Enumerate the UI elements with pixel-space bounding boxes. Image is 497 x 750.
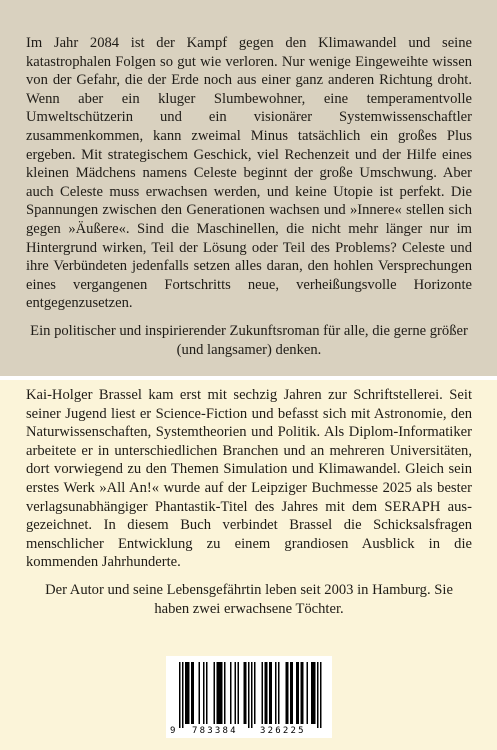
barcode-bar: [182, 662, 184, 728]
barcode-bar: [245, 662, 247, 724]
barcode-bar: [230, 662, 232, 724]
barcode-bar: [296, 662, 298, 724]
barcode-bar: [251, 662, 253, 728]
barcode-bar: [301, 662, 303, 724]
barcode-bar: [262, 662, 264, 724]
barcode-bar: [314, 662, 316, 724]
barcode-bar: [221, 662, 223, 724]
barcode-bar: [224, 662, 226, 724]
author-bio: [26, 386, 472, 618]
barcode-bar: [188, 662, 190, 724]
barcode-bar: [298, 662, 300, 724]
barcode-bar: [320, 662, 322, 728]
barcode-bar: [191, 662, 193, 724]
barcode-digits-left: 783384: [192, 726, 238, 736]
barcode-bar: [203, 662, 205, 724]
barcode-digit-lead: 9: [170, 726, 176, 736]
barcode-bar: [206, 662, 208, 724]
barcode-bar: [214, 662, 216, 724]
barcode-digits-right: 326225: [260, 726, 306, 736]
barcode-bar: [193, 662, 195, 724]
barcode-bar: [302, 662, 304, 724]
barcode-bar: [185, 662, 187, 724]
barcode-bar: [179, 662, 181, 728]
barcode-bar: [313, 662, 315, 724]
barcode-bar: [317, 662, 319, 728]
barcode-bars: [166, 656, 332, 738]
barcode-bar: [254, 662, 256, 724]
barcode-bar: [266, 662, 268, 724]
barcode-bar: [244, 662, 246, 724]
barcode-bar: [278, 662, 280, 724]
author-paragraph-1: Kai-Holger Brassel kam erst mit sechzig Jahren zur Schriftstellerei. Seit seiner Jugend liest er Science-Fiction und befasst sich mit Astronomie, den Naturwissenschaften, Systemtheorien und Politik. Als Diplom-Informatiker arbeitete er in unterschiedlichen Branchen und an mehreren Universitäten, dort vorwiegend zu den Themen Simulation und Klimawandel. Gleich sein erstes Werk »All An!« wurde auf der Leipziger Buchmesse 2025 als bester verlagsunabhängiger Phantastik-Titel des Jahres mit dem SERAPH ausgezeichnet. In diesem Buch verbindet Brassel die Schicksalsfragen menschlicher Entwicklung zu einem grandiosen Ausblick in die kommenden Jahrhunderte.: [26, 387, 472, 571]
barcode-bar: [307, 662, 309, 724]
barcode-bar: [187, 662, 189, 724]
barcode-bar: [199, 662, 201, 724]
barcode-bar: [290, 662, 292, 724]
isbn-barcode: [166, 656, 332, 738]
barcode-bar: [238, 662, 240, 724]
author-paragraph-2: Der Autor und seine Lebensgefährtin leben seit 2003 in Hamburg. Sie haben zwei erwachsene Töchter.: [45, 581, 453, 617]
blurb-text: [26, 34, 472, 359]
barcode-bar: [286, 662, 288, 724]
barcode-bar: [220, 662, 222, 724]
barcode-bar: [269, 662, 271, 724]
barcode-bar: [235, 662, 237, 724]
barcode-bar: [287, 662, 289, 724]
blurb-paragraph-2: Ein politischer und inspirierender Zukunftsroman für alle, die gerne größer (und langsamer) denken.: [30, 322, 468, 358]
blurb-paragraph-1: Im Jahr 2084 ist der Kampf gegen den Klimawandel und seine katastrophalen Folgen so gut wie verloren. Nur wenige Eingeweihte wissen von der Gefahr, die der Erde noch aus einer ganz anderen Richtung droht. Wenn aber ein kluger Slumbewohner, eine temperamentvolle Umweltschützerin und ein visionärer Systemwissenschaftler zusammenkommen, kann zweimal Minus tatsächlich ein großes Plus ergeben. Mit strategischem Geschick, viel Rechenzeit und der Hilfe eines kleinen Mädchens namens Celeste beginnt der große Umschwung. Aber auch Celeste muss erwachsen werden, und keine Utopie ist perfekt. Die Spannungen zwischen den Generationen wachsen und »Innere« stellen sich gegen »Äußere«. Sind die Maschinellen, die nicht mehr länger nur im Hintergrund wirken, Teil der Lösung oder Teil des Problems? Celeste und ihre Verbündeten jedenfalls setzen alles daran, den hohlen Versprechungen eines vergangenen Fortschritts neue, verheißungsvolle Horizonte entgegenzusetzen.: [26, 35, 472, 312]
barcode-bar: [265, 662, 267, 724]
barcode-bar: [311, 662, 313, 724]
barcode-bar: [271, 662, 273, 724]
barcode-bar: [218, 662, 220, 724]
barcode-bar: [248, 662, 250, 728]
barcode-bar: [275, 662, 277, 724]
barcode-bar: [217, 662, 219, 724]
barcode-bar: [292, 662, 294, 724]
